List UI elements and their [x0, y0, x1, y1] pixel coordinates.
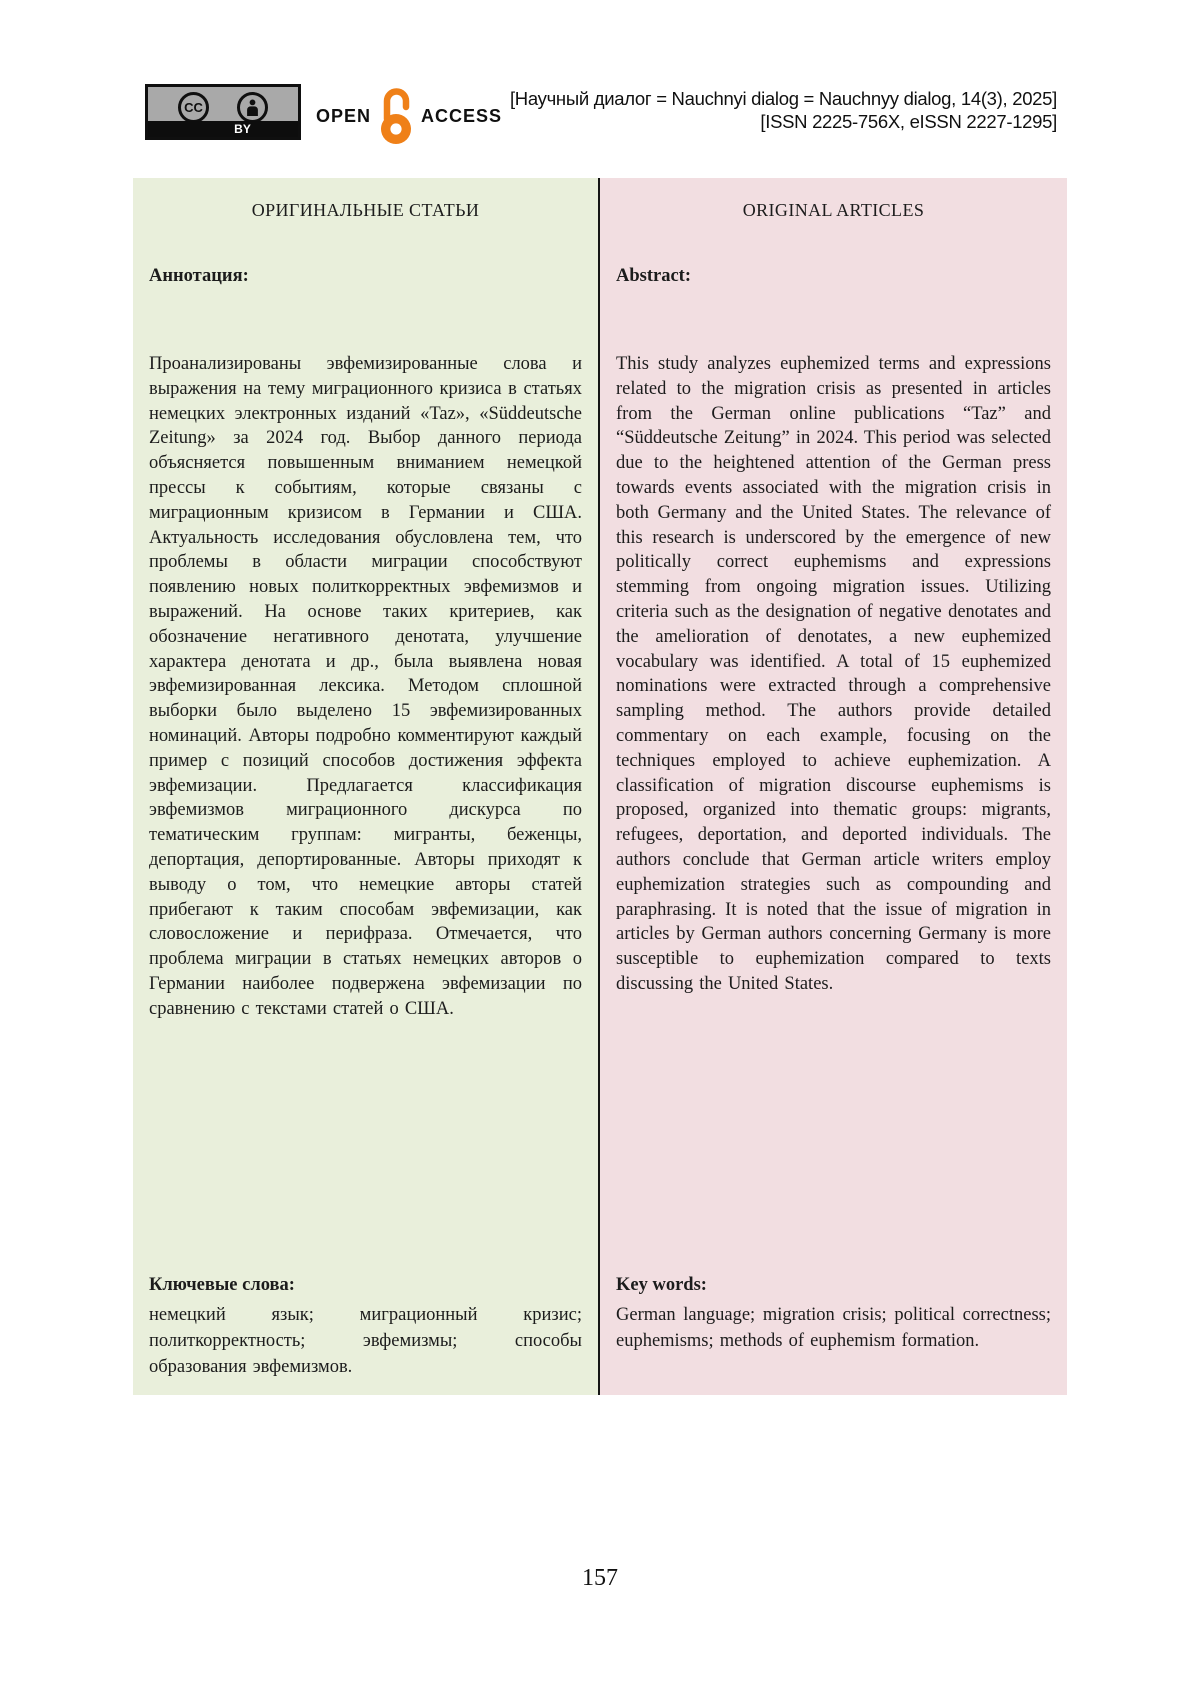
open-access-word-open: OPEN [316, 105, 372, 126]
open-access-logo [316, 84, 502, 148]
russian-keywords-text: немецкий язык; миграционный кризис; политкорректность; эвфемизмы; способы образования эвфемизмов. [149, 1305, 582, 1377]
russian-section-label: ОРИГИНАЛЬНЫЕ СТАТЬИ [251, 200, 480, 220]
english-column [600, 178, 1067, 1395]
abstract-columns [133, 178, 1067, 1395]
english-keywords-heading: Key words: [616, 1275, 707, 1295]
page-number: 157 [582, 1565, 618, 1591]
journal-issn-line: [ISSN 2225-756X, eISSN 2227-1295] [760, 110, 1057, 132]
journal-title-line: [Научный диалог = Nauchnyi dialog = Nauchnyy dialog, 14(3), 2025] [509, 88, 1057, 109]
russian-abstract-text: Проанализированы эвфемизированные слова и выражения на тему миграционного кризиса в статьях немецких электронных изданий «Taz», «Süddeutsche Zeitung» за 2024 год. Выбор данного периода объясняется повышенным вниманием немецкой прессы к событиям, которые связаны с миграционным кризисом в Германии и США. Актуальность исследования обусловлена тем, что проблемы в области миграции способствуют появлению новых политкорректных эвфемизмов и выражений. На основе таких критериев, как обозначение негативного денотата, улучшение характера денотата и др., была выявлена новая эвфемизированная лексика. Методом сплошной выборки было выделено 15 эвфемизированных номинаций. Авторы подробно комментируют каждый пример с позиций способов достижения эффекта эвфемизации. Предлагается классификация эвфемизмов миграционного дискурса по тематическим группам: мигранты, беженцы, депортация, депортированные. Авторы приходят к выводу о том, что немецкие авторы статей прибегают к таким способам эвфемизации, как словосложение и перифраза. Отмечается, что проблема миграции в статьях немецких авторов о Германии наиболее подвержена эвфемизации по сравнению с текстами статей о США. [149, 354, 582, 1019]
english-keywords-text: German language; migration crisis; political correctness; euphemisms; methods of euphemism formation. [616, 1305, 1051, 1351]
russian-abstract-heading: Аннотация: [149, 266, 249, 286]
cc-by-badge [145, 84, 301, 140]
open-lock-icon [377, 86, 415, 146]
cc-icon-label: CC [184, 100, 203, 115]
person-icon [237, 92, 268, 123]
russian-keywords-heading: Ключевые слова: [149, 1275, 295, 1295]
cc-icon [178, 92, 209, 123]
russian-column [133, 178, 598, 1395]
journal-info [510, 88, 1057, 133]
open-access-word-access: ACCESS [421, 105, 503, 126]
english-abstract-text: This study analyzes euphemized terms and expressions related to the migration crisis as presented in articles from the German online publications “Taz” and “Süddeutsche Zeitung” in 2024. This period was selected due to the heightened attention of the German press towards events associated with the migration crisis in both Germany and the United States. The relevance of this research is underscored by the emergence of new politically correct euphemisms and expressions stemming from ongoing migration issues. Utilizing criteria such as the designation of negative denotates and the amelioration of denotates, a new euphemized vocabulary was identified. A total of 15 euphemized nominations were extracted through a comprehensive sampling method. The authors provide detailed commentary on each example, focusing on the techniques employed to achieve euphemization. A classification of migration discourse euphemisms is proposed, organized into thematic groups: migrants, refugees, deportation, and deported individuals. The authors conclude that German article writers employ euphemization strategies such as compounding and paraphrasing. It is noted that the issue of migration in articles by German authors concerning Germany is more susceptible to euphemization compared to texts discussing the United States. [616, 354, 1051, 994]
english-abstract-heading: Abstract: [616, 266, 692, 286]
english-section-label: ORIGINAL ARTICLES [742, 200, 925, 220]
cc-by-strip: BY [148, 121, 298, 137]
